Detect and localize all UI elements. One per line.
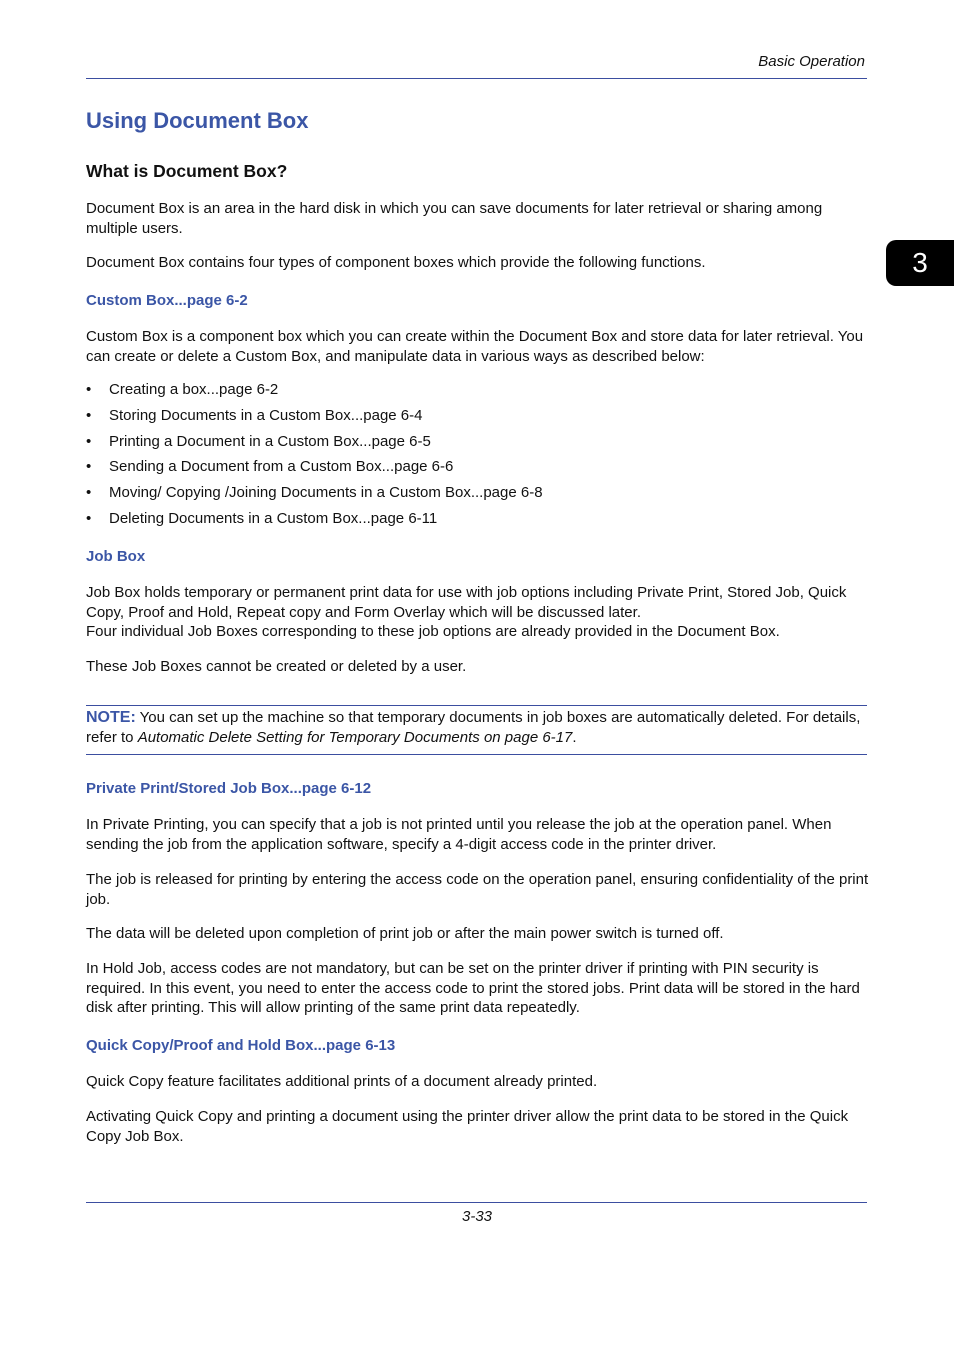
chapter-tab: 3: [886, 240, 954, 286]
section-heading: What is Document Box?: [86, 161, 288, 181]
intro-paragraph: Document Box is an area in the hard disk in which you can save documents for later retrieval or sharing among multiple users.: [86, 200, 823, 237]
bullet-icon: •: [86, 406, 92, 424]
job-box-paragraph: Job Box holds temporary or permanent print data for use with job options including Private Print, Stored Job, Quick Copy, Proof and Hold, Repeat copy and Form Overlay which will be discussed later. Four individual Job Boxes corresponding to these job options are already provided in the Document Box.: [86, 584, 847, 640]
bullet-icon: •: [86, 509, 92, 527]
private-print-paragraph: The job is released for printing by entering the access code on the operation panel, ensuring confidentiality of the print job.: [86, 871, 869, 908]
job-box-paragraph: These Job Boxes cannot be created or deleted by a user.: [86, 658, 467, 675]
bullet-icon: •: [86, 432, 92, 450]
list-item: • Printing a Document in a Custom Box...page 6-5: [86, 432, 431, 450]
bullet-icon: •: [86, 458, 92, 476]
page-number: 3-33: [461, 1208, 493, 1225]
footer-rule: [86, 1202, 867, 1203]
bullet-icon: •: [86, 381, 92, 398]
quick-copy-heading: Quick Copy/Proof and Hold Box...page 6-13: [86, 1037, 396, 1054]
custom-box-list: [86, 380, 543, 535]
intro-paragraph: Document Box contains four types of component boxes which provide the following functions.: [86, 254, 706, 271]
job-box-heading: Job Box: [86, 548, 146, 565]
header-rule: [86, 78, 867, 79]
list-item: • Creating a box...page 6-2: [86, 381, 279, 398]
list-item: • Moving/ Copying /Joining Documents in a Custom Box...page 6-8: [86, 484, 543, 502]
quick-copy-paragraph: Quick Copy feature facilitates additional prints of a document already printed.: [86, 1073, 598, 1090]
private-print-paragraph: The data will be deleted upon completion of print job or after the main power switch is turned off.: [86, 925, 724, 942]
bullet-icon: •: [86, 484, 92, 502]
note-bottom-rule: [86, 754, 867, 755]
quick-copy-paragraph: Activating Quick Copy and printing a document using the printer driver allow the print data to be stored in the Quick Copy Job Box.: [86, 1108, 849, 1145]
cross-reference: Automatic Delete Setting for Temporary Documents on page 6-17: [137, 728, 573, 746]
list-item: • Storing Documents in a Custom Box...page 6-4: [86, 406, 423, 424]
note-block: NOTE: You can set up the machine so that temporary documents in job boxes are automatically deleted. For details, refer to Automatic Delete Setting for Temporary Documents on page 6-17.: [86, 709, 861, 746]
running-header: Basic Operation: [758, 53, 865, 70]
custom-box-heading: Custom Box...page 6-2: [86, 292, 248, 309]
list-item: • Sending a Document from a Custom Box...page 6-6: [86, 458, 454, 476]
private-print-paragraph: In Hold Job, access codes are not mandatory, but can be set on the printer driver if printing with PIN security is required. In this event, you need to enter the access code to print the stored jobs. Print data will be stored in the hard disk after printing. This will allow printing of the same print data repeatedly.: [86, 960, 860, 1016]
private-print-heading: Private Print/Stored Job Box...page 6-12: [86, 780, 372, 797]
page-title: Using Document Box: [86, 108, 309, 133]
private-print-paragraph: In Private Printing, you can specify that a job is not printed until you release the job at the operation panel. When sending the job from the application software, specify a 4-digit access code in the printer driver.: [86, 816, 832, 853]
note-label: NOTE:: [86, 709, 136, 726]
list-item: • Deleting Documents in a Custom Box...page 6-11: [86, 509, 438, 527]
note-top-rule: [86, 705, 867, 706]
custom-box-paragraph: Custom Box is a component box which you can create within the Document Box and store data for later retrieval. You can create or delete a Custom Box, and manipulate data in various ways as described below:: [86, 328, 864, 365]
